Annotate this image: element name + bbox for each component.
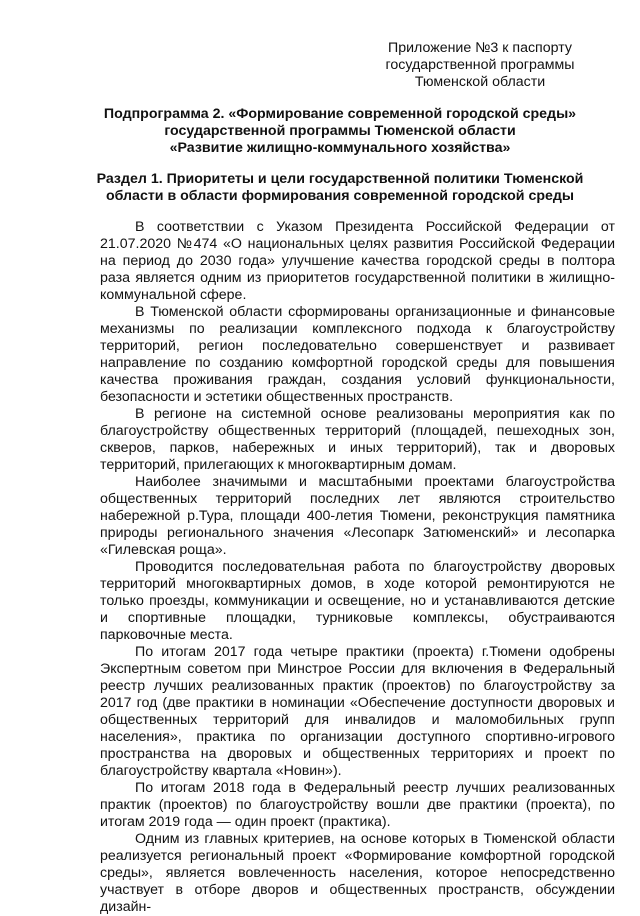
paragraph: В соответствии с Указом Президента Российской Федерации от 21.07.2020 №474 «О национальных целях развития Российской Федерации на период до 2030 года» улучшение качества городской среды в полтора раза является одним из приоритетов государственной политики в жилищно-коммунальной сфере. bbox=[100, 219, 615, 303]
paragraph: Проводится последовательная работа по благоустройству дворовых территорий многоквартирных домов, в ходе которой ремонтируются не только проезды, коммуникации и освещение, но и устанавливаются детские и спортивные площадки, турниковые комплексы, обустраиваются парковочные места. bbox=[100, 559, 615, 643]
subprogram-title bbox=[90, 106, 590, 157]
paragraph: По итогам 2017 года четыре практики (проекта) г.Тюмени одобрены Экспертным советом при Минстрое России для включения в Федеральный реестр лучших реализованных практик (проектов) по благоустройству за 2017 год (две практики в номинации «Обеспечение доступности дворовых и общественных территорий для инвалидов и маломобильных групп населения», практика по организации доступного спортивно-игрового пространства на дворовых и общественных территориях и проект по благоустройству квартала «Новин»). bbox=[100, 644, 615, 779]
paragraph: В регионе на системной основе реализованы мероприятия как по благоустройству общественных территорий (площадей, пешеходных зон, скверов, парков, набережных и иных территорий), так и дворовых территорий, прилегающих к многоквартирным домам. bbox=[100, 406, 615, 473]
subprogram-title-line: Подпрограмма 2. «Формирование современной городской среды» bbox=[103, 106, 577, 122]
section-heading bbox=[90, 171, 590, 205]
paragraph: Наиболее значимыми и масштабными проектами благоустройства общественных территорий последних лет являются строительство набережной р.Тура, площади 400-летия Тюмени, реконструкция памятника природы регионального значения «Лесопарк Затюменский» и лесопарка «Гилевская роща». bbox=[100, 474, 615, 558]
section-heading-line: Раздел 1. Приоритеты и цели государственной политики Тюменской bbox=[96, 171, 584, 187]
subprogram-title-line: государственной программы Тюменской области bbox=[164, 123, 516, 139]
paragraph: Одним из главных критериев, на основе которых в Тюменской области реализуется региональный проект «Формирование комфортной городской среды», является вовлеченность населения, которое непосредственно участвует в отборе дворов и общественных пространств, обсуждении дизайн- bbox=[100, 831, 615, 915]
appendix-line: Тюменской области bbox=[414, 74, 546, 90]
appendix-line: Приложение №3 к паспорту bbox=[388, 40, 572, 56]
paragraph: По итогам 2018 года в Федеральный реестр лучших реализованных практик (проектов) по благоустройству вошли две практики (проекта), по итогам 2019 года — один проект (практика). bbox=[100, 780, 615, 830]
paragraph: В Тюменской области сформированы организационные и финансовые механизмы по реализации комплексного подхода к благоустройству территорий, регион последовательно совершенствует и развивает направление по созданию комфортной городской среды для повышения качества проживания граждан, создания условий функциональности, безопасности и эстетики общественных пространств. bbox=[100, 304, 615, 405]
document-body bbox=[100, 219, 615, 916]
subprogram-title-line: «Развитие жилищно-коммунального хозяйства» bbox=[169, 140, 511, 156]
appendix-note bbox=[370, 40, 590, 91]
appendix-line: государственной программы bbox=[385, 57, 575, 73]
section-heading-line: области в области формирования современной городской среды bbox=[105, 188, 575, 204]
